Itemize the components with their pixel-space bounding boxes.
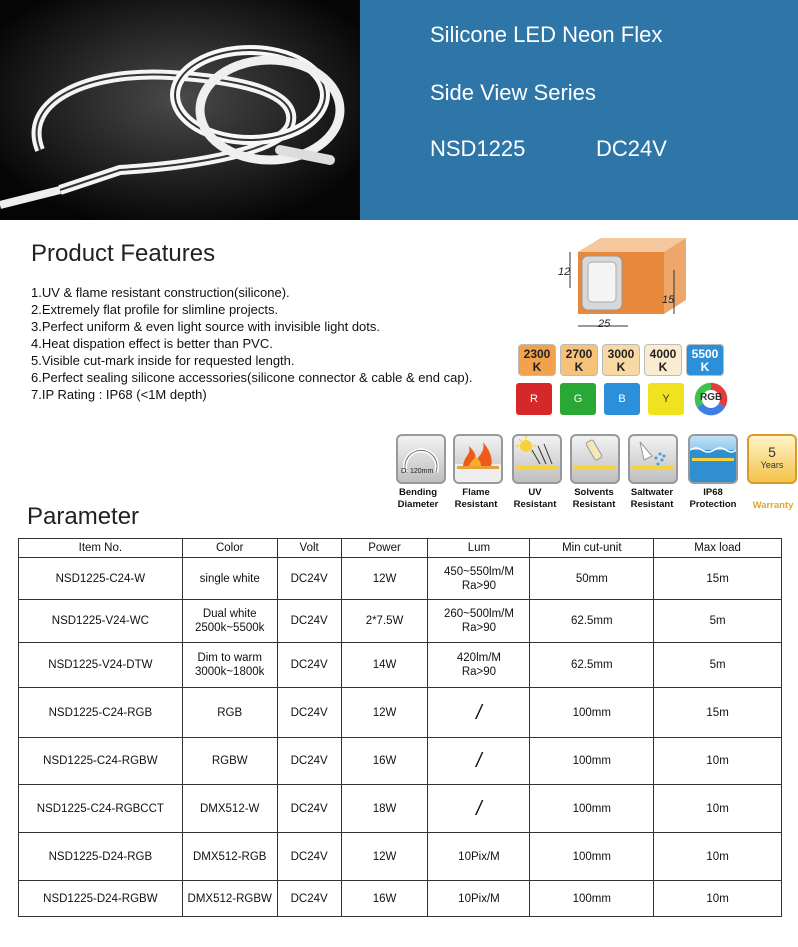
- solvents-icon: [570, 434, 620, 484]
- badge-label-ip68: IP68 Protection: [689, 487, 737, 510]
- table-row: NSD1225-C24-RGBCCT DMX512-W DC24V 18W / 100mm 10m: [19, 785, 782, 833]
- cct-swatch-2700: 2700 K: [560, 344, 598, 376]
- features-list: [31, 284, 473, 403]
- dim-height-left: 12: [558, 266, 571, 278]
- header-min-cut: Min cut-unit: [530, 539, 654, 558]
- header-item-no: Item No.: [19, 539, 183, 558]
- product-title: Silicone LED Neon Flex: [430, 22, 663, 47]
- color-swatch-blue: B: [604, 383, 640, 415]
- table-row: NSD1225-C24-RGB RGB DC24V 12W / 100mm 15m: [19, 688, 782, 738]
- color-swatch-red: R: [516, 383, 552, 415]
- feature-item: 5.Visible cut-mark inside for requested length.: [31, 353, 295, 368]
- product-series: Side View Series: [430, 80, 596, 105]
- cct-swatch-4000: 4000 K: [644, 344, 682, 376]
- features-title: Product Features: [31, 240, 216, 267]
- header-power: Power: [341, 539, 428, 558]
- table-row: NSD1225-C24-RGBW RGBW DC24V 16W / 100mm 10m: [19, 738, 782, 785]
- product-model: NSD1225: [430, 136, 526, 161]
- table-header-row: [19, 539, 782, 558]
- warranty-label: Warranty: [752, 500, 794, 511]
- feature-item: 1.UV & flame resistant construction(silicone).: [31, 285, 290, 300]
- color-swatch-green: G: [560, 383, 596, 415]
- cct-swatch-5500: 5500 K: [686, 344, 724, 376]
- header-volt: Volt: [277, 539, 341, 558]
- feature-item: 4.Heat dispation effect is better than PVC.: [31, 336, 273, 351]
- feature-item: 7.IP Rating : IP68 (<1M depth): [31, 387, 207, 402]
- rgb-swatch-icon: RGB: [692, 381, 730, 417]
- flame-icon: [453, 434, 503, 484]
- profile-drawing: [556, 230, 686, 340]
- header-color: Color: [182, 539, 277, 558]
- feature-item: 6.Perfect sealing silicone accessories(silicone connector & cable & end cap).: [31, 370, 473, 385]
- dim-height-right: 15: [662, 294, 675, 306]
- cct-swatch-3000: 3000 K: [602, 344, 640, 376]
- feature-item: 2.Extremely flat profile for slimline projects.: [31, 302, 279, 317]
- hero-banner: [360, 0, 798, 220]
- parameter-table: [18, 538, 782, 917]
- product-voltage: DC24V: [596, 136, 667, 161]
- color-swatch-yellow: Y: [648, 383, 684, 415]
- header-lum: Lum: [428, 539, 530, 558]
- badge-label-uv: UV Resistant: [513, 487, 557, 510]
- dim-width: 25: [598, 318, 611, 330]
- header-max-load: Max load: [654, 539, 782, 558]
- badge-label-solvents: Solvents Resistant: [572, 487, 616, 510]
- product-photo: [0, 0, 360, 220]
- parameter-title: Parameter: [27, 503, 140, 530]
- badge-label-saltwater: Saltwater Resistant: [630, 487, 674, 510]
- table-row: NSD1225-D24-RGBW DMX512-RGBW DC24V 16W 10Pix/M 100mm 10m: [19, 881, 782, 917]
- badge-label-bending: Bending Diameter: [397, 487, 439, 510]
- badge-label-flame: Flame Resistant: [454, 487, 498, 510]
- table-row: NSD1225-V24-DTW Dim to warm 3000k~1800k DC24V 14W 420lm/M Ra>90 62.5mm 5m: [19, 643, 782, 688]
- bending-diameter-icon: D: 120mm: [396, 434, 446, 484]
- uv-sun-icon: [512, 434, 562, 484]
- ip68-water-icon: [688, 434, 738, 484]
- table-row: NSD1225-D24-RGB DMX512-RGB DC24V 12W 10Pix/M 100mm 10m: [19, 833, 782, 881]
- warranty-badge: 5 Years: [747, 434, 797, 484]
- feature-item: 3.Perfect uniform & even light source with invisible light dots.: [31, 319, 381, 334]
- saltwater-icon: [628, 434, 678, 484]
- table-row: NSD1225-V24-WC Dual white 2500k~5500k DC24V 2*7.5W 260~500lm/M Ra>90 62.5mm 5m: [19, 600, 782, 643]
- cct-swatch-2300: 2300 K: [518, 344, 556, 376]
- table-row: NSD1225-C24-W single white DC24V 12W 450~550lm/M Ra>90 50mm 15m: [19, 558, 782, 600]
